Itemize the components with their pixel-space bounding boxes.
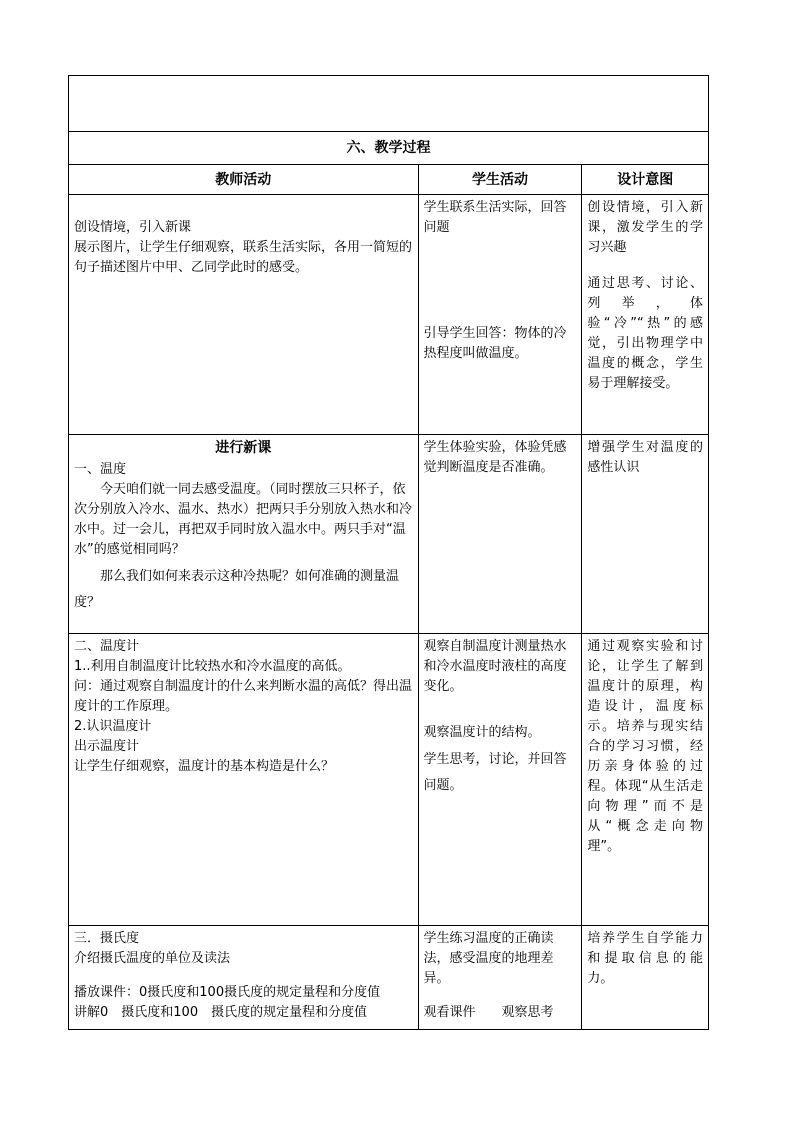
teacher-text: 展示图片，让学生仔细观察，联系生活实际，各用一简短的句子描述图片中甲、乙同学此时的感受。: [74, 240, 413, 275]
blank-cell: [69, 76, 709, 132]
lesson-plan-table: [68, 75, 709, 1030]
section-title-row: [69, 132, 709, 165]
student-text: 观察自制温度计测量热水和冷水温度时液柱的高度变化。: [423, 639, 567, 694]
student-cell: [418, 634, 582, 926]
section-title: 六、教学过程: [69, 132, 709, 165]
teacher-text: 播放课件：0摄氏度和100摄氏度的规定量程和分度值: [74, 985, 381, 1000]
teacher-cell: [69, 634, 419, 926]
blank-top-row: [69, 76, 709, 132]
header-student: 学生活动: [418, 165, 582, 195]
teacher-text: 让学生仔细观察，温度计的基本构造是什么？: [74, 759, 335, 774]
design-text: 增强学生对温度的感性认识: [587, 440, 703, 475]
header-row: [69, 165, 709, 195]
student-text: 学生思考，讨论，并回答问题。: [423, 752, 567, 793]
design-cell: [582, 634, 709, 926]
teacher-text: 2.认识温度计: [74, 719, 152, 734]
teacher-cell: [69, 926, 419, 1030]
teacher-text: 二、温度计: [74, 639, 140, 654]
student-text: 观看课件 观察思考: [423, 1005, 554, 1020]
teacher-text: 讲解0 摄氏度和100 摄氏度的规定量程和分度值: [74, 1005, 368, 1020]
student-text: 学生联系生活实际，回答问题: [423, 200, 567, 235]
teacher-text: 今天咱们就一同去感受温度。（同时摆放三只杯子，依次分别放入冷水、温水、热水）把两只手分别放入热水和冷水中。过一会儿，再把双手同时放入温水中。两只手对“温水”的感觉相同吗？: [74, 482, 413, 557]
teacher-text: 创设情境，引入新课: [74, 220, 192, 235]
teacher-cell: [69, 195, 419, 435]
teacher-text: 一、温度: [74, 462, 127, 477]
teacher-cell: [69, 435, 419, 634]
table-row: [69, 435, 709, 634]
table-row: [69, 634, 709, 926]
teacher-text: 1..利用自制温度计比较热水和冷水温度的高低。: [74, 659, 351, 674]
design-cell: [582, 435, 709, 634]
student-cell: [418, 926, 582, 1030]
student-text: 引导学生回答：物体的冷热程度叫做温度。: [423, 326, 567, 361]
design-text: 通过思考、讨论、列举，体验“冷”“热”的感觉，引出物理学中温度的概念，学生易于理解接受。: [587, 276, 703, 391]
teacher-text: 介绍摄氏温度的单位及读法: [74, 951, 231, 966]
teacher-text: 三．摄氏度: [74, 931, 140, 946]
design-cell: [582, 926, 709, 1030]
student-text: 观察温度计的结构。: [423, 725, 541, 740]
design-text: 创设情境，引入新课，激发学生的学习兴趣: [587, 200, 703, 255]
student-text: 学生体验实验，体验凭感觉判断温度是否准确。: [423, 440, 567, 475]
header-design: 设计意图: [582, 165, 709, 195]
teacher-text: 那么我们如何来表示这种冷热呢？如何准确的测量温度？: [74, 569, 400, 610]
design-cell: [582, 195, 709, 435]
teacher-text: 问：通过观察自制温度计的什么来判断水温的高低？得出温度计的工作原理。: [74, 679, 413, 714]
design-text: 培养学生自学能力和提取信息的能力。: [587, 931, 703, 986]
design-text: 通过观察实验和讨论，让学生了解到温度计的原理，构造设计，温度标示。培养与现实结合的学习习惯，经历亲身体验的过程。体现“从生活走向物理”而不是从“概念走向物理”。: [587, 639, 703, 854]
teacher-text: 出示温度计: [74, 739, 140, 754]
student-cell: [418, 435, 582, 634]
student-cell: [418, 195, 582, 435]
table-row: [69, 926, 709, 1030]
teacher-heading: 进行新课: [215, 440, 272, 456]
student-text: 学生练习温度的正确读法，感受温度的地理差异。: [423, 931, 554, 986]
header-teacher: 教师活动: [69, 165, 419, 195]
table-row: [69, 195, 709, 435]
